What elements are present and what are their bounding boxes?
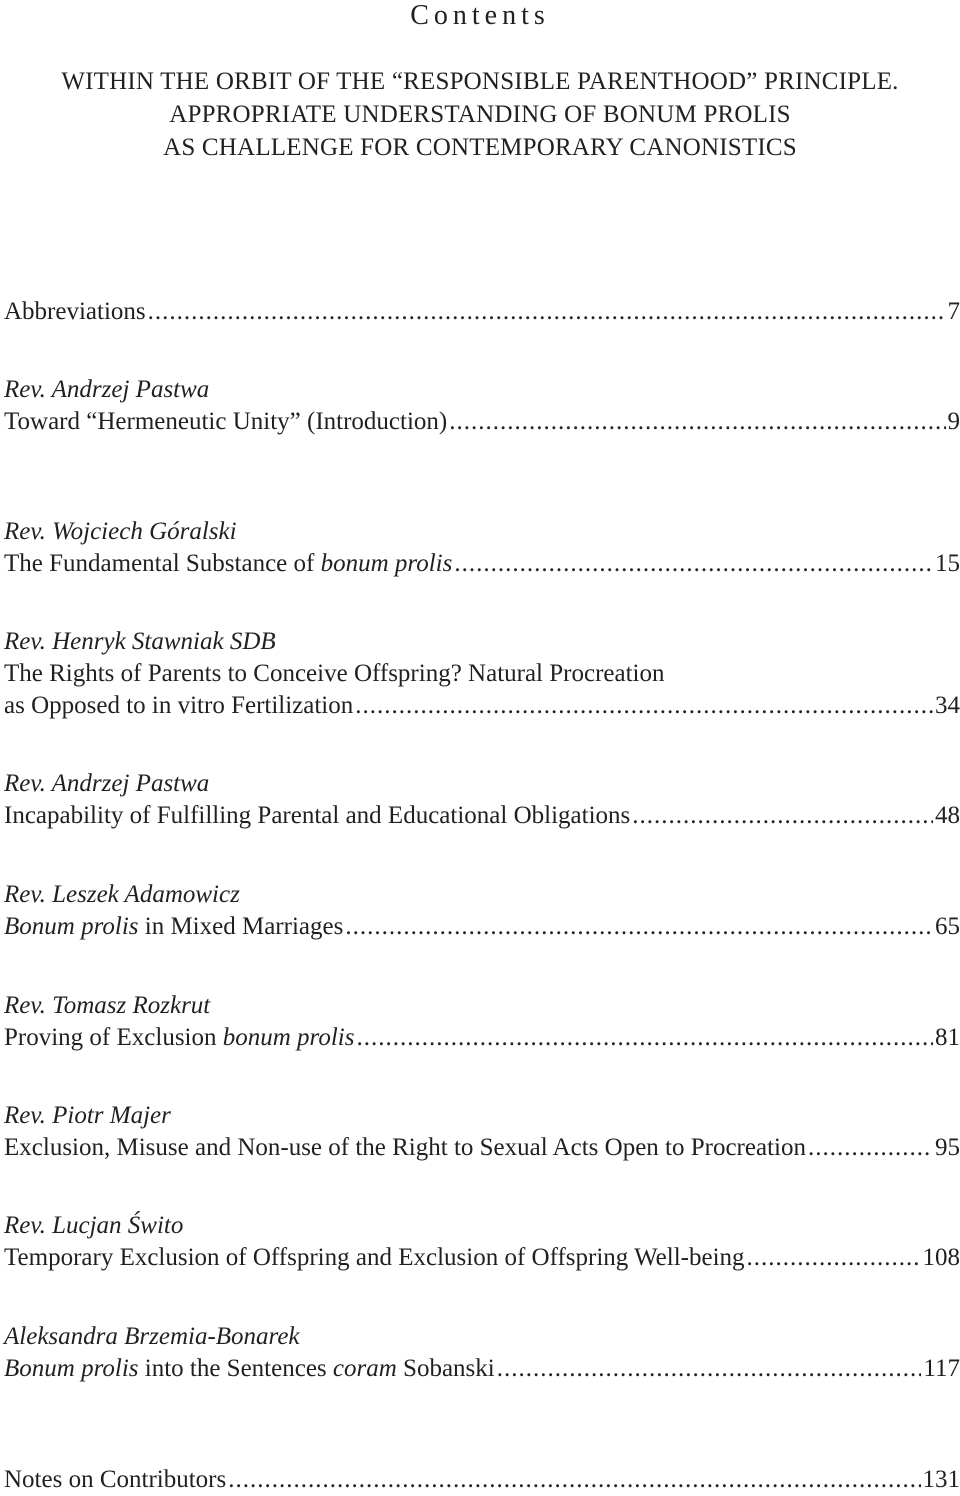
toc-entry-temporary-exclusion[interactable]: [4, 1210, 960, 1274]
dot-leader: [345, 911, 933, 943]
toc-entry-incapability[interactable]: [4, 768, 960, 832]
dot-leader: [497, 1353, 922, 1385]
toc-entry-sentences-coram[interactable]: [4, 1321, 960, 1385]
page-number: 65: [935, 911, 960, 943]
entry-title: The Fundamental Substance of bonum prolis: [4, 548, 452, 580]
book-heading-line-1: WITHIN THE ORBIT OF THE “RESPONSIBLE PARENTHOOD” PRINCIPLE.: [0, 66, 960, 98]
entry-title: Notes on Contributors: [4, 1464, 226, 1496]
dot-leader: [808, 1132, 933, 1164]
entry-title: Abbreviations: [4, 296, 146, 328]
page-number: 117: [923, 1353, 960, 1385]
entry-title: Proving of Exclusion bonum prolis: [4, 1022, 354, 1054]
toc-entry-abbreviations[interactable]: [4, 296, 960, 328]
page-number: 131: [923, 1464, 960, 1496]
toc-entry-mixed-marriages[interactable]: [4, 879, 960, 943]
page-number: 48: [935, 800, 960, 832]
page-number: 9: [948, 406, 960, 438]
dot-leader: [632, 800, 933, 832]
page-number: 81: [935, 1022, 960, 1054]
entry-title-italic: Bonum prolis: [4, 1355, 139, 1382]
entry-author: Rev. Lucjan Świto: [4, 1210, 960, 1242]
toc-entry-notes-on-contributors[interactable]: [4, 1464, 960, 1496]
entry-title-italic: bonum prolis: [223, 1024, 355, 1051]
toc-entry-rights-of-parents[interactable]: [4, 626, 960, 722]
toc-entry-proving-exclusion[interactable]: [4, 990, 960, 1054]
entry-title: Bonum prolis in Mixed Marriages: [4, 911, 343, 943]
dot-leader: [355, 690, 933, 722]
dot-leader: [148, 296, 946, 328]
dot-leader: [449, 406, 945, 438]
page-number: 34: [935, 690, 960, 722]
entry-title-italic: bonum prolis: [321, 550, 453, 577]
book-heading-line-3: AS CHALLENGE FOR CONTEMPORARY CANONISTICS: [0, 132, 960, 164]
entry-author: Rev. Andrzej Pastwa: [4, 768, 960, 800]
entry-title-line-1: The Rights of Parents to Conceive Offspring? Natural Procreation: [4, 658, 960, 690]
page-number: 108: [923, 1242, 960, 1274]
entry-title: Temporary Exclusion of Offspring and Exclusion of Offspring Well-being: [4, 1242, 745, 1274]
entry-title-italic-coram: coram: [333, 1355, 397, 1382]
entry-title: Incapability of Fulfilling Parental and Educational Obligations: [4, 800, 630, 832]
book-heading-line-2: APPROPRIATE UNDERSTANDING OF BONUM PROLIS: [0, 99, 960, 131]
entry-author: Rev. Leszek Adamowicz: [4, 879, 960, 911]
entry-author: Rev. Tomasz Rozkrut: [4, 990, 960, 1022]
entry-title: Exclusion, Misuse and Non-use of the Right to Sexual Acts Open to Procreation: [4, 1132, 806, 1164]
toc-entry-introduction[interactable]: [4, 374, 960, 438]
dot-leader: [747, 1242, 921, 1274]
entry-title: Bonum prolis into the Sentences coram Sobanski: [4, 1353, 495, 1385]
page-number: 7: [948, 296, 960, 328]
entry-title-italic: Bonum prolis: [4, 913, 139, 940]
page-number: 15: [935, 548, 960, 580]
dot-leader: [454, 548, 933, 580]
page-title: Contents: [0, 0, 960, 32]
entry-title: as Opposed to in vitro Fertilization: [4, 690, 353, 722]
entry-title: Toward “Hermeneutic Unity” (Introduction): [4, 406, 447, 438]
toc-entry-fundamental-substance[interactable]: [4, 516, 960, 580]
dot-leader: [228, 1464, 920, 1496]
toc-entry-exclusion-misuse[interactable]: [4, 1100, 960, 1164]
dot-leader: [356, 1022, 933, 1054]
entry-author: Aleksandra Brzemia-Bonarek: [4, 1321, 960, 1353]
entry-author: Rev. Piotr Majer: [4, 1100, 960, 1132]
entry-author: Rev. Andrzej Pastwa: [4, 374, 960, 406]
entry-author: Rev. Henryk Stawniak SDB: [4, 626, 960, 658]
entry-author: Rev. Wojciech Góralski: [4, 516, 960, 548]
page-number: 95: [935, 1132, 960, 1164]
